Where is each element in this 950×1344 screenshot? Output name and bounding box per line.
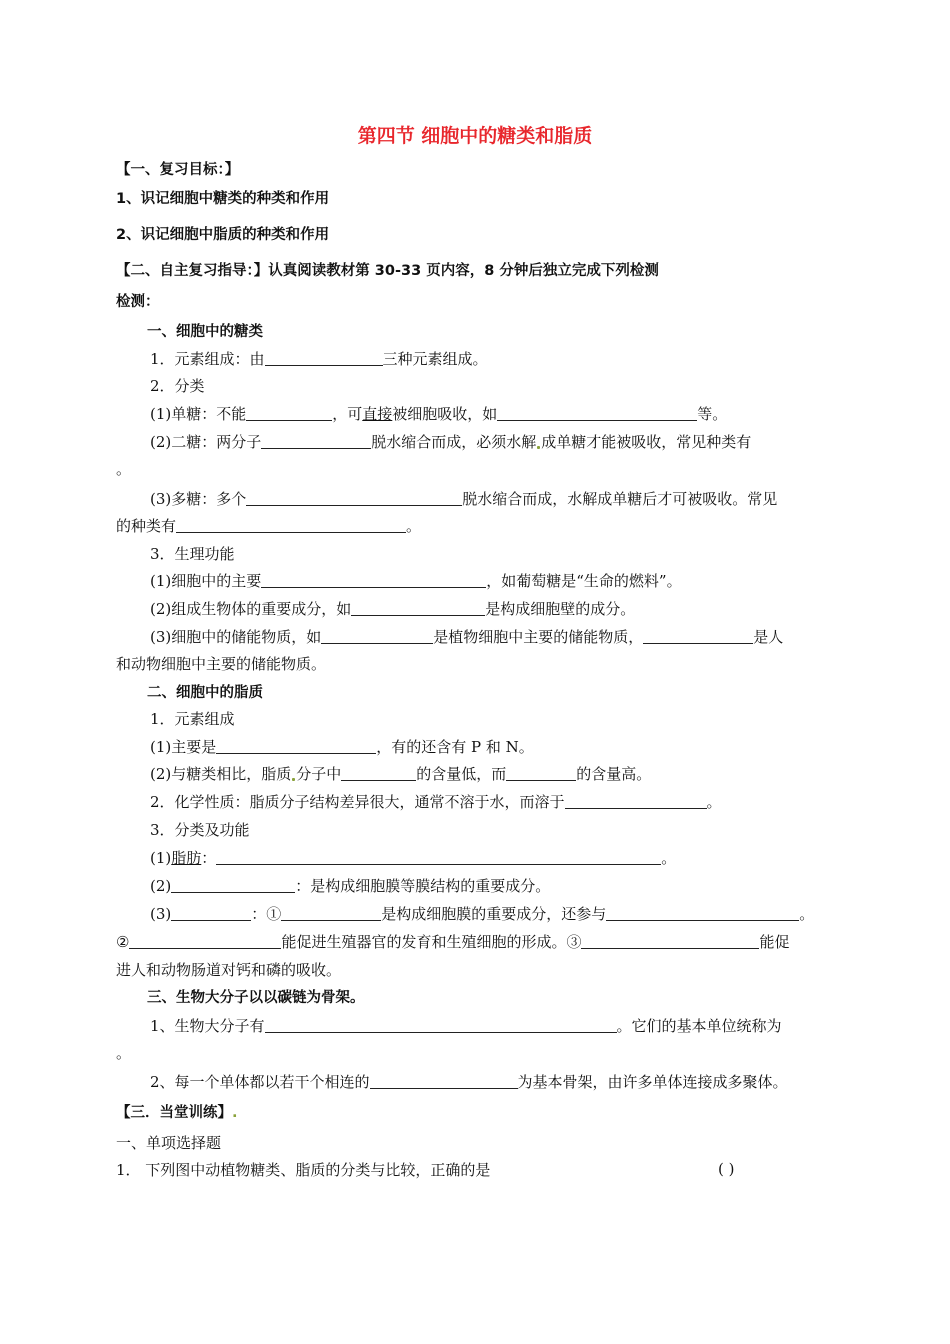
blank[interactable] bbox=[321, 627, 433, 644]
text: ：① bbox=[251, 905, 282, 923]
sec1-class-label: 2．分类 bbox=[150, 377, 205, 395]
text: 。 bbox=[406, 517, 422, 535]
annotation-mark: . bbox=[232, 1105, 238, 1121]
text: (2)与糖类相比，脂质 bbox=[150, 765, 292, 783]
text: (2)组成生物体的重要成分，如 bbox=[150, 600, 352, 618]
blank[interactable] bbox=[606, 904, 799, 921]
sec1-func-1 bbox=[150, 571, 682, 591]
annotation-mark bbox=[292, 778, 295, 781]
blank[interactable] bbox=[351, 599, 485, 616]
text: 的含量高。 bbox=[576, 765, 652, 783]
question-type: 一、单项选择题 bbox=[116, 1134, 222, 1152]
text: 三种元素组成。 bbox=[382, 350, 488, 368]
text: 为基本骨架，由许多单体连接成多聚体。 bbox=[517, 1073, 788, 1091]
blank[interactable] bbox=[261, 432, 371, 449]
sec3-line-1 bbox=[150, 1016, 782, 1036]
text: (1)单糖：不能 bbox=[150, 405, 247, 423]
text: 2．化学性质：脂质分子结构差异很大，通常不溶于水，而溶于 bbox=[150, 793, 565, 811]
guide-instruction: 认真阅读教材第 30-33 页内容，8 分钟后独立完成下列检测 bbox=[268, 263, 659, 279]
blank[interactable] bbox=[281, 904, 381, 921]
blank[interactable] bbox=[261, 571, 486, 588]
sec2-chem bbox=[150, 792, 722, 812]
blank[interactable] bbox=[565, 792, 707, 809]
page-title: 第四节 细胞中的糖类和脂质 bbox=[357, 125, 593, 147]
sec1-di-line bbox=[150, 432, 751, 452]
text: 。 bbox=[706, 793, 722, 811]
sec1-func-3 bbox=[150, 627, 783, 647]
sec1-func-2 bbox=[150, 599, 635, 619]
text: ：是构成细胞膜等膜结构的重要成分。 bbox=[295, 877, 551, 895]
blank[interactable] bbox=[265, 1016, 617, 1033]
blank[interactable] bbox=[171, 904, 251, 921]
blank[interactable] bbox=[246, 404, 332, 421]
text: 是构成细胞壁的成分。 bbox=[485, 600, 636, 618]
text: 能促进生殖器官的发育和生殖细胞的形成。③ bbox=[281, 933, 582, 951]
sec2-heading: 二、细胞中的脂质 bbox=[147, 685, 263, 701]
underlined-text: 脂肪 bbox=[171, 849, 202, 867]
goal-1: 1、识记细胞中糖类的种类和作用 bbox=[116, 191, 330, 207]
blank[interactable] bbox=[216, 848, 661, 865]
text: 1、生物大分子有 bbox=[150, 1017, 265, 1035]
underlined-text: 直接 bbox=[362, 405, 393, 423]
text: 等。 bbox=[697, 405, 728, 423]
sec1-func-label: 3．生理功能 bbox=[150, 545, 235, 563]
text: 脱水缩合而成，必须水解 bbox=[371, 433, 537, 451]
text: 能促 bbox=[759, 933, 790, 951]
text: ，可 bbox=[332, 405, 363, 423]
sec3-line-1-end: 。 bbox=[116, 1044, 132, 1062]
sec2-class-1 bbox=[150, 848, 676, 868]
text: ② bbox=[116, 933, 130, 951]
sec2-elem-label: 1．元素组成 bbox=[150, 710, 235, 728]
annotation-mark bbox=[537, 446, 540, 449]
text: 【三．当堂训练】 bbox=[116, 1105, 232, 1121]
sec1-mono-line bbox=[150, 404, 727, 424]
answer-paren[interactable]: ( ) bbox=[718, 1160, 735, 1178]
review-goals-header: 【一、复习目标：】 bbox=[116, 162, 240, 178]
blank[interactable] bbox=[506, 764, 576, 781]
guide-header: 【二、自主复习指导：】 bbox=[116, 263, 269, 279]
text: ，如葡萄糖是“生命的燃料”。 bbox=[486, 572, 682, 590]
text: 脱水缩合而成，水解成单糖后才可被吸收。常见 bbox=[462, 490, 778, 508]
text: 2、每一个单体都以若干个相连的 bbox=[150, 1073, 370, 1091]
sec2-class-3-cont bbox=[116, 932, 789, 952]
text: (1)主要是 bbox=[150, 738, 217, 756]
text: (1)细胞中的主要 bbox=[150, 572, 262, 590]
text: ，有的还含有 P 和 N。 bbox=[376, 738, 534, 756]
text: (3) bbox=[150, 905, 172, 923]
text: 。它们的基本单位统称为 bbox=[616, 1017, 782, 1035]
text: 是人 bbox=[753, 628, 784, 646]
goal-2: 2、识记细胞中脂质的种类和作用 bbox=[116, 227, 330, 243]
blank[interactable] bbox=[265, 349, 383, 366]
blank[interactable] bbox=[341, 764, 416, 781]
text: 被细胞吸收，如 bbox=[392, 405, 498, 423]
blank[interactable] bbox=[176, 516, 406, 533]
sec2-class-2 bbox=[150, 876, 550, 896]
sec2-elem-1 bbox=[150, 737, 534, 757]
sec2-elem-2 bbox=[150, 764, 651, 784]
sec3-line-2 bbox=[150, 1072, 788, 1092]
text: 的种类有 bbox=[116, 517, 177, 535]
text: 分子中 bbox=[296, 765, 342, 783]
text: 成单糖才能被吸收，常见种类有 bbox=[541, 433, 752, 451]
blank[interactable] bbox=[643, 627, 753, 644]
sec1-element-line bbox=[150, 349, 488, 369]
text: (2)二糖：两分子 bbox=[150, 433, 262, 451]
text: (3)细胞中的储能物质，如 bbox=[150, 628, 322, 646]
sec3-heading: 三、生物大分子以以碳链为骨架。 bbox=[147, 990, 365, 1006]
text: (3)多糖：多个 bbox=[150, 490, 247, 508]
sec1-poly-line2 bbox=[116, 516, 421, 536]
sec2-class-label: 3．分类及功能 bbox=[150, 821, 250, 839]
sec1-poly-line bbox=[150, 489, 777, 509]
sec1-heading: 一、细胞中的糖类 bbox=[147, 324, 263, 340]
text: 的含量低，而 bbox=[416, 765, 507, 783]
text: 1．元素组成：由 bbox=[150, 350, 265, 368]
text: 。 bbox=[799, 905, 815, 923]
text: (2) bbox=[150, 877, 172, 895]
training-header bbox=[116, 1103, 238, 1123]
blank[interactable] bbox=[581, 932, 759, 949]
blank[interactable] bbox=[171, 876, 295, 893]
question-1: 1． 下列图中动植物糖类、脂质的分类与比较，正确的是 bbox=[116, 1161, 491, 1179]
blank[interactable] bbox=[246, 489, 462, 506]
guide-line bbox=[116, 261, 659, 281]
blank[interactable] bbox=[129, 932, 281, 949]
check-label: 检测： bbox=[116, 294, 160, 310]
text: 是植物细胞中主要的储能物质， bbox=[433, 628, 644, 646]
sec1-di-end: 。 bbox=[116, 460, 132, 478]
text: ： bbox=[201, 849, 217, 867]
blank[interactable] bbox=[370, 1072, 518, 1089]
blank[interactable] bbox=[497, 404, 697, 421]
sec2-class-3 bbox=[150, 904, 814, 924]
sec2-class-3-end: 进人和动物肠道对钙和磷的吸收。 bbox=[116, 961, 342, 979]
blank[interactable] bbox=[216, 737, 376, 754]
text: (1) bbox=[150, 849, 172, 867]
text: 。 bbox=[661, 849, 677, 867]
sec1-func-3-cont: 和动物细胞中主要的储能物质。 bbox=[116, 655, 327, 673]
text: 是构成细胞膜的重要成分，还参与 bbox=[381, 905, 607, 923]
